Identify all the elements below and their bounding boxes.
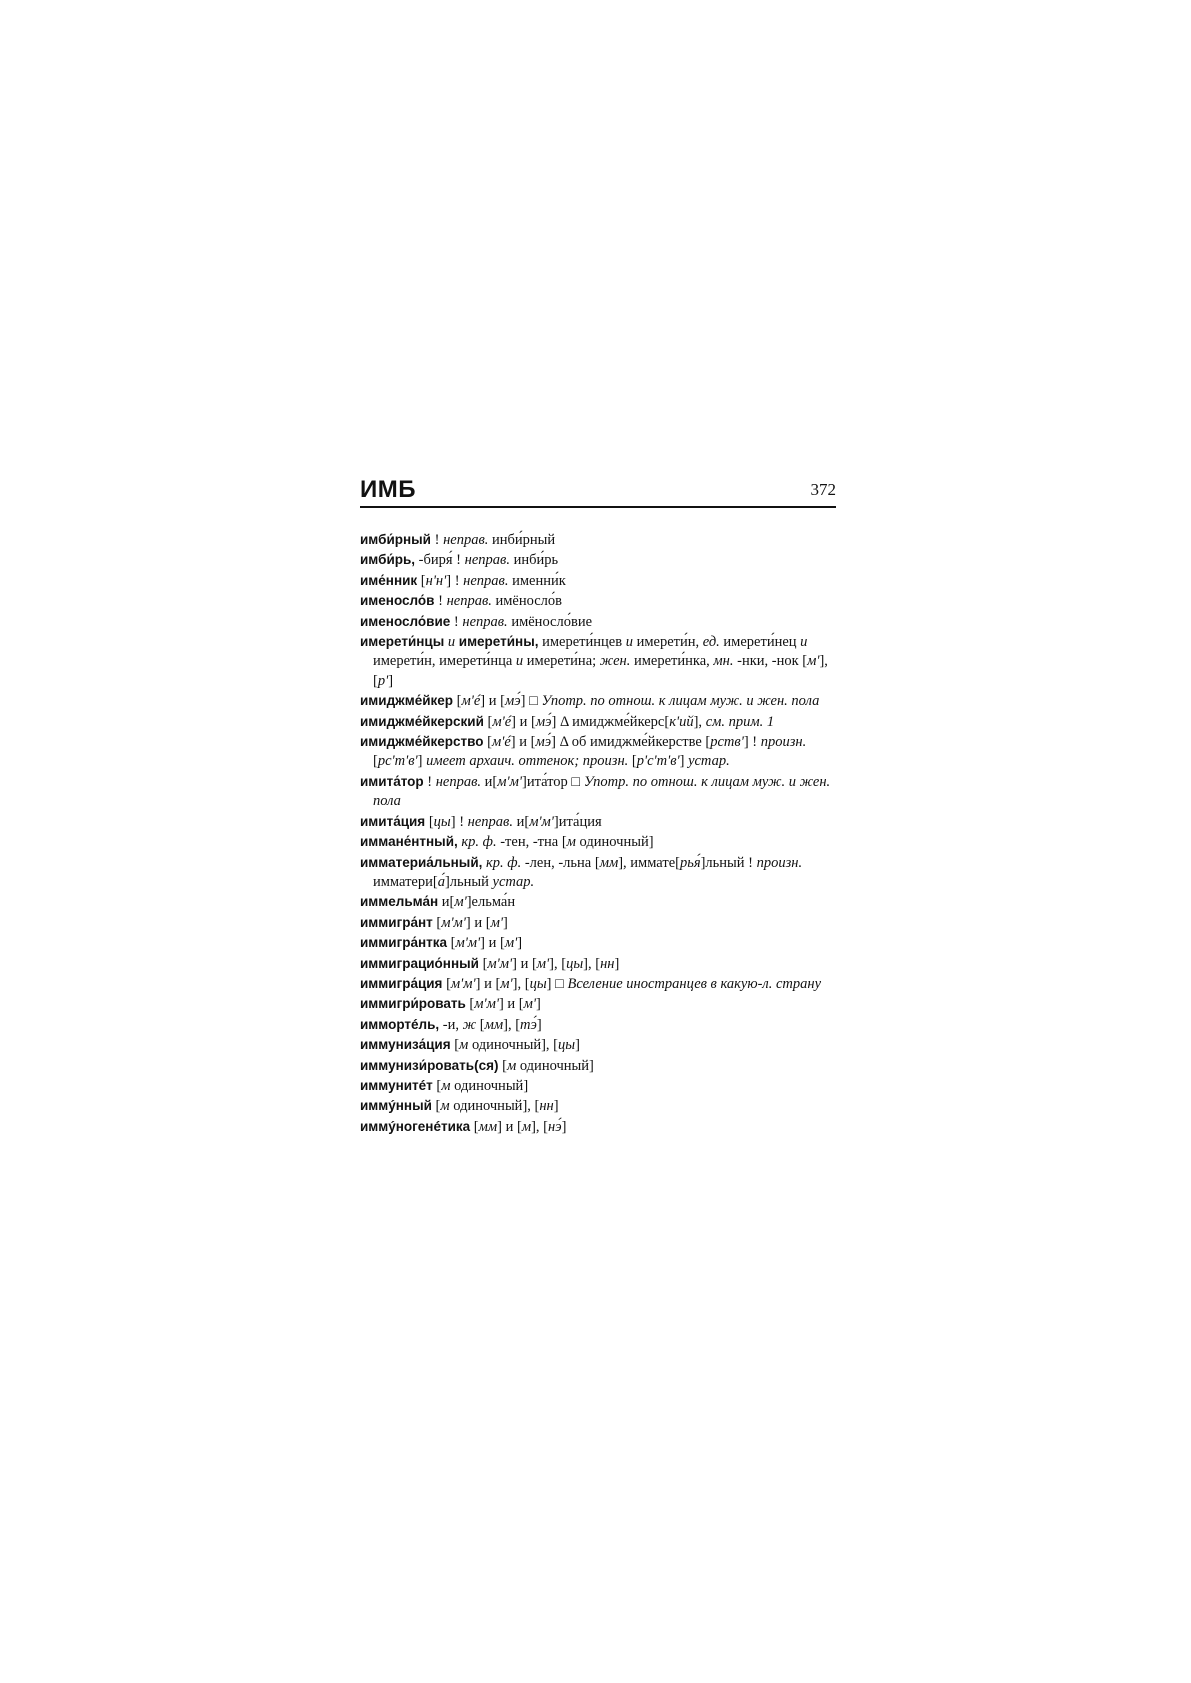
dictionary-entries [360, 530, 836, 1137]
entry-headword: иммуниза́ция [360, 1037, 451, 1053]
entry-text: ] и [ [480, 935, 505, 952]
entry-text: ] [536, 1016, 542, 1033]
entry-text: ! [430, 532, 444, 548]
entry-label: неправ. [443, 532, 489, 548]
entry-headword: иммýногенéтика [360, 1118, 471, 1134]
entry-label: неправ. [467, 813, 513, 830]
entry-text: ] [502, 914, 508, 931]
entry-headword: иммигри́ровать [360, 996, 466, 1012]
entry-text: ] и [ [512, 955, 537, 972]
entry-text: -биря́ ! [415, 552, 465, 569]
entry-headword: иммортéль, [360, 1016, 440, 1032]
entry-text: имерети́н, имерети́нца [373, 653, 516, 670]
entry-headword: име́нник [360, 572, 418, 588]
entry-label: м [459, 1037, 469, 1054]
entry-text: ] и [ [475, 975, 501, 992]
entry-text: ] Δ об имиджме́йкерстве [ [551, 734, 711, 751]
dictionary-entry [360, 632, 836, 691]
entry-headword: имита́тор [360, 773, 424, 789]
entry-label: цы [433, 813, 451, 830]
entry-text: имерети́нец [719, 634, 801, 651]
entry-headword: иммиграцио́нный [360, 955, 479, 971]
entry-text: [ [476, 1016, 485, 1033]
entry-label: тэ́ [520, 1016, 537, 1033]
dictionary-entry [360, 933, 836, 953]
page-number: 372 [810, 480, 836, 499]
entry-text: ] □ [546, 975, 568, 992]
entry-text: [ [446, 935, 456, 952]
entry-text: [ [498, 1057, 507, 1074]
entry-text: [ [425, 813, 434, 830]
entry-headword: иммельма́н [360, 894, 439, 910]
entry-label: м' [490, 914, 503, 931]
dictionary-entry [360, 712, 836, 732]
entry-text: -лен, -льна [ [521, 854, 600, 871]
entry-label: жен. [599, 653, 631, 670]
dictionary-entry [360, 591, 836, 611]
entry-label: м [506, 1057, 517, 1074]
entry-text: именни́к [508, 572, 566, 589]
dictionary-entry [360, 550, 836, 570]
entry-label: мм [478, 1118, 498, 1135]
entry-text: имерети́на; [523, 653, 600, 670]
entry-label: м'é [461, 693, 481, 710]
entry-text: имматери[ [373, 873, 438, 890]
entry-label: мн. [713, 653, 734, 670]
entry-text: [ [373, 753, 378, 770]
entry-label: нн [600, 955, 615, 972]
entry-text: ] ! [446, 572, 464, 589]
entry-text: ] Δ имиджме́йкерс[ [551, 713, 670, 730]
running-head: ИМБ [360, 476, 416, 503]
entry-text: ]льный ! [700, 854, 757, 871]
entry-headword: имита́ция [360, 813, 426, 829]
entry-text: [ [432, 914, 442, 931]
entry-headword: именосло́в [360, 593, 435, 609]
entry-headword: имиджме́йкер [360, 693, 454, 709]
entry-headword: иммýнный [360, 1098, 432, 1114]
entry-label: м [566, 834, 576, 851]
entry-text: одиночный], [ [468, 1037, 559, 1054]
entry-headword: имиджме́йкерство [360, 734, 484, 750]
entry-label: рс'т'в' [377, 753, 418, 770]
entry-label: м [441, 1077, 451, 1094]
entry-label: см. прим. 1 [705, 713, 775, 730]
entry-label: Вселение иностранцев в какую-л. страну [567, 975, 822, 992]
dictionary-entry [360, 732, 836, 772]
entry-label: цы [558, 1037, 576, 1054]
entry-text: имерети́н, [632, 634, 703, 651]
entry-text: одиночный], [ [449, 1098, 540, 1115]
entry-label: мм [484, 1016, 504, 1033]
entry-label: и [625, 634, 633, 651]
entry-label: р' [377, 672, 389, 689]
entry-label: а́ [437, 873, 445, 890]
entry-text: ], [ [549, 955, 567, 972]
entry-label: м'м' [474, 996, 499, 1013]
dictionary-entry [360, 892, 836, 912]
entry-label: мэ́ [535, 734, 552, 751]
entry-text: одиночный] [516, 1057, 594, 1074]
entry-text: ], [ [503, 1016, 521, 1033]
dictionary-entry [360, 691, 836, 711]
entry-text: имёносло́в [491, 593, 563, 610]
entry-text: имерети́нка, [630, 653, 714, 670]
entry-label: мэ́ [504, 693, 521, 710]
dictionary-entry [360, 530, 836, 550]
entry-headword: имерети́нцы [360, 634, 445, 650]
entry-label: неправ. [446, 593, 492, 610]
entry-text: -и, [439, 1016, 463, 1033]
entry-label: к'ий [669, 713, 694, 730]
entry-label: м'м' [455, 935, 481, 952]
entry-headword: иммигра́нтка [360, 935, 447, 951]
entry-label: м [440, 1098, 450, 1115]
entry-text: [ [432, 1077, 442, 1094]
entry-text: одиночный] [575, 834, 654, 851]
dictionary-entry [360, 1056, 836, 1076]
entry-label: м'é [492, 734, 511, 751]
entry-label: мм [599, 854, 619, 871]
entry-label: м' [454, 894, 467, 911]
entry-label: м [521, 1118, 532, 1135]
dictionary-entry [360, 571, 836, 591]
entry-label: имеет архаич. оттенок; произн. [426, 753, 629, 770]
entry-text: [ [450, 1037, 460, 1054]
entry-text: [ [465, 996, 475, 1013]
entry-text: и[ [438, 894, 455, 911]
header-rule [360, 506, 836, 508]
entry-label: м'м' [450, 975, 476, 992]
entry-text: ] □ [520, 693, 542, 710]
entry-label: м'м' [497, 773, 522, 790]
dictionary-entry [360, 1076, 836, 1096]
entry-text: -нки, -нок [ [733, 653, 808, 670]
entry-label: ж [462, 1016, 477, 1033]
entry-label: м' [500, 975, 513, 992]
entry-headword: имби́рь, [360, 552, 416, 568]
entry-text: ] [388, 672, 394, 689]
entry-headword: имби́рный [360, 532, 431, 547]
dictionary-entry [360, 1117, 836, 1137]
entry-label: неправ. [435, 773, 482, 790]
entry-text: инби́рь [509, 552, 559, 569]
entry-text: ] [575, 1037, 580, 1054]
entry-text: ], [ [373, 653, 828, 689]
entry-text: [ [431, 1098, 441, 1115]
entry-text: ] и [ [510, 734, 536, 751]
entry-label: цы [529, 975, 547, 992]
entry-label: м' [807, 653, 820, 670]
dictionary-entry [360, 612, 836, 632]
entry-headword: иммане́нтный, [360, 834, 458, 850]
entry-text: [ [417, 572, 426, 589]
entry-text: [ [470, 1118, 479, 1135]
entry-text: ] [417, 753, 427, 770]
entry-text: ] ! [743, 734, 761, 751]
entry-text: имёносло́вие [507, 613, 593, 630]
entry-label: м'é [492, 713, 512, 730]
entry-text: [ [453, 693, 462, 710]
entry-text: ] [679, 753, 689, 770]
entry-text: [ [483, 734, 492, 751]
entry-label: нн [539, 1098, 554, 1115]
entry-text: [ [478, 955, 488, 972]
entry-label: и [447, 634, 456, 651]
entry-text: одиночный] [450, 1077, 529, 1094]
entry-headword: иммигра́ция [360, 975, 443, 991]
entry-label: неправ. [463, 572, 509, 589]
entry-text: ]льный [444, 873, 493, 890]
dictionary-entry [360, 1015, 836, 1035]
entry-text: ], [ [583, 955, 601, 972]
entry-text: -тен, -тна [ [496, 834, 567, 851]
entry-headword: имматериа́льный, [360, 854, 483, 870]
entry-headword: иммунизи́ровать(ся) [360, 1057, 499, 1073]
entry-text: ] и [ [497, 1118, 522, 1135]
entry-text: ] [517, 935, 523, 952]
entry-label: кр. ф. [461, 834, 497, 851]
entry-label: м' [536, 955, 550, 972]
dictionary-entry [360, 954, 836, 974]
entry-text: ], [ [512, 975, 530, 992]
entry-label: ед. [702, 634, 720, 651]
entry-text: ] [553, 1098, 559, 1115]
entry-text: [ [628, 753, 637, 770]
entry-text: ] [561, 1118, 567, 1135]
entry-headword: имиджме́йкерский [360, 713, 484, 729]
dictionary-entry [360, 853, 836, 893]
entry-headword: имерети́ны, [458, 634, 539, 650]
entry-label: неправ. [464, 552, 510, 569]
page-header [360, 476, 836, 506]
entry-label: цы [566, 955, 584, 972]
entry-label: м'м' [487, 955, 513, 972]
entry-label: рья́ [679, 854, 701, 871]
entry-label: м'м' [441, 914, 466, 931]
entry-text: и[ [512, 813, 530, 830]
entry-label: н'н' [425, 572, 447, 589]
entry-headword: иммигра́нт [360, 914, 433, 930]
dictionary-entry [360, 832, 836, 852]
entry-text: ! [450, 613, 463, 630]
entry-label: м'м' [529, 813, 554, 830]
entry-text: ] и [ [511, 713, 536, 730]
entry-label: рств' [710, 734, 744, 751]
entry-text: ] и [ [498, 996, 524, 1013]
entry-label: м' [523, 996, 536, 1013]
dictionary-entry [360, 913, 836, 933]
entry-text: и[ [481, 773, 498, 790]
entry-text: ]ита́тор □ [521, 773, 584, 790]
entry-text: ] [536, 996, 541, 1013]
entry-label: мэ́ [535, 713, 552, 730]
entry-text: [ [442, 975, 451, 992]
entry-label: произн. [756, 854, 803, 871]
entry-label: устар. [688, 753, 730, 770]
entry-label: устар. [492, 873, 535, 890]
entry-text: инби́рный [488, 532, 556, 548]
entry-label: кр. ф. [486, 854, 522, 871]
dictionary-entry [360, 772, 836, 812]
entry-label: Употр. по отнош. к лицам муж. и жен. пола [373, 773, 831, 810]
entry-label: и [515, 653, 524, 670]
entry-text: имерети́нцев [538, 634, 626, 651]
entry-text: ], иммате[ [618, 854, 680, 871]
entry-headword: именосло́вие [360, 613, 451, 629]
entry-text: ! [434, 593, 447, 610]
entry-text: ] и [ [465, 914, 491, 931]
entry-text: ! [423, 773, 436, 790]
entry-text: ], [693, 713, 706, 730]
entry-text: ] [614, 955, 620, 972]
dictionary-entry [360, 994, 836, 1014]
dictionary-entry [360, 974, 836, 994]
entry-text: ], [ [531, 1118, 548, 1135]
entry-text: ] ! [450, 813, 468, 830]
entry-label: и [800, 634, 808, 651]
dictionary-entry [360, 812, 836, 832]
entry-label: произн. [760, 734, 807, 751]
dictionary-entry [360, 1096, 836, 1116]
dictionary-entry [360, 1035, 836, 1055]
entry-text: ]ита́ция [553, 813, 602, 830]
entry-text: ] и [ [480, 693, 505, 710]
entry-text: ]ельма́н [466, 894, 516, 911]
entry-label: м' [504, 935, 518, 952]
entry-text: [ [483, 713, 493, 730]
entry-label: р'с'т'в' [636, 753, 680, 770]
entry-label: неправ. [462, 613, 508, 630]
entry-label: нэ́ [548, 1118, 562, 1135]
entry-headword: иммунитéт [360, 1077, 433, 1093]
entry-label: Употр. по отнош. к лицам муж. и жен. пола [541, 693, 820, 710]
